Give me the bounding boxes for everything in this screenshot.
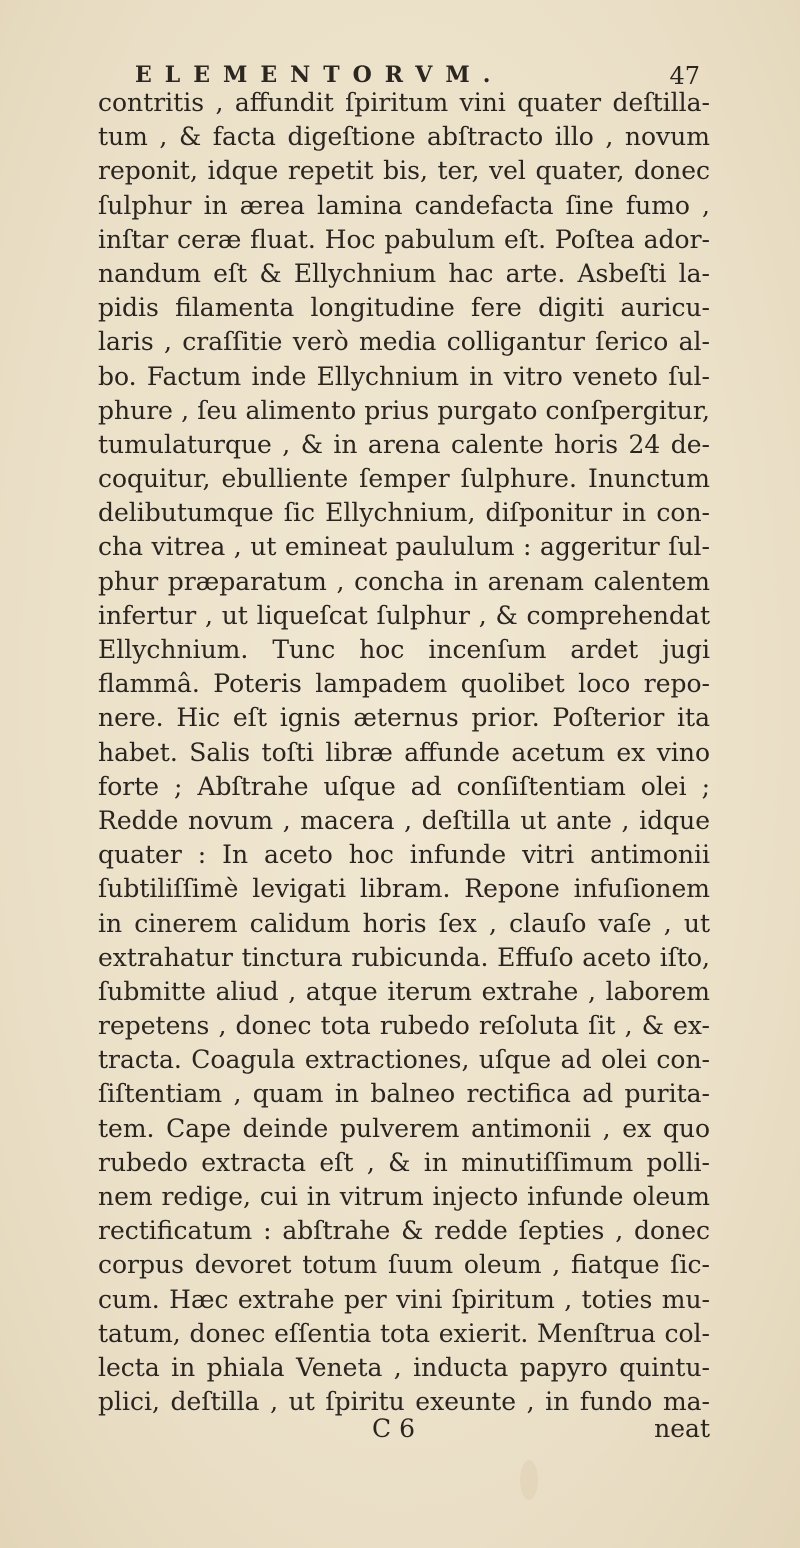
text-line: inſtar ceræ fluat. Hoc pabulum eſt. Poſtea ador- bbox=[98, 224, 710, 254]
text-line: tracta. Coagula extractiones, uſque ad olei con- bbox=[98, 1045, 710, 1075]
text-line: repetens , donec tota rubedo reſoluta ſit , & ex- bbox=[98, 1011, 710, 1041]
page-number: 47 bbox=[669, 62, 700, 90]
text-line: lecta in phiala Veneta , inducta papyro quintu- bbox=[98, 1352, 710, 1382]
text-line: ſulphur in ærea lamina candefacta ſine fumo , bbox=[98, 190, 710, 220]
text-line: extrahatur tinctura rubicunda. Effuſo aceto iſto, bbox=[98, 942, 710, 972]
text-line: plici, deſtilla , ut ſpiritu exeunte , in fundo ma- bbox=[98, 1387, 710, 1417]
text-line: tumulaturque , & in arena calente horis 24 de- bbox=[98, 429, 710, 459]
text-line: reponit, idque repetit bis, ter, vel quater, donec bbox=[98, 156, 710, 186]
text-line: nem redige, cui in vitrum injecto infunde oleum bbox=[98, 1182, 710, 1211]
text-line: in cinerem calidum horis ſex , clauſo vaſe , ut bbox=[98, 908, 710, 938]
text-line: infertur , ut liqueſcat ſulphur , & comprehendat bbox=[98, 600, 710, 630]
text-line: corpus devoret totum ſuum oleum , fiatque ſic- bbox=[98, 1250, 710, 1280]
text-line: ſubmitte aliud , atque iterum extrahe , laborem bbox=[98, 976, 710, 1006]
text-line: Ellychnium. Tunc hoc incenſum ardet jugi bbox=[98, 635, 710, 664]
text-line: Redde novum , macera , deſtilla ut ante , idque bbox=[98, 805, 710, 835]
text-line: pidis filamenta longitudine fere digiti auricu- bbox=[98, 293, 710, 323]
text-line: ſiſtentiam , quam in balneo rectifica ad purita- bbox=[98, 1079, 710, 1109]
running-title: ELEMENTORVM. bbox=[135, 62, 504, 88]
text-line: phur præparatum , concha in arenam calentem bbox=[98, 566, 710, 596]
text-line: ſubtiliſſimè levigati libram. Repone infuſionem bbox=[98, 874, 710, 904]
page-footer bbox=[98, 1414, 710, 1450]
text-line: nandum eſt & Ellychnium hac arte. Asbeſti la- bbox=[98, 258, 710, 288]
text-line: coquitur, ebulliente ſemper ſulphure. Inunctum bbox=[98, 464, 710, 494]
text-line: contritis , affundit ſpiritum vini quater deſtilla- bbox=[98, 88, 710, 117]
text-line: tum , & facta digeſtione abſtracto illo , novum bbox=[98, 122, 710, 152]
text-line: quater : In aceto hoc infunde vitri antimonii bbox=[98, 840, 710, 870]
text-line: forte ; Abſtrahe uſque ad conſiſtentiam olei ; bbox=[98, 771, 710, 801]
paper-stain bbox=[520, 1460, 538, 1500]
text-line: laris , craſſitie verò media colligantur ſerico al- bbox=[98, 327, 710, 357]
text-line: rectificatum : abſtrahe & redde ſepties , donec bbox=[98, 1216, 710, 1246]
text-line: tem. Cape deinde pulverem antimonii , ex quo bbox=[98, 1113, 710, 1143]
text-line: cha vitrea , ut emineat paululum : aggeritur ſul- bbox=[98, 532, 710, 562]
text-line: delibutumque ſic Ellychnium, diſponitur in con- bbox=[98, 498, 710, 528]
body-text bbox=[98, 86, 710, 1419]
text-line: nere. Hic eſt ignis æternus prior. Poſterior ita bbox=[98, 703, 710, 733]
signature-mark: C 6 bbox=[372, 1414, 415, 1443]
text-line: phure , ſeu alimento prius purgato conſpergitur, bbox=[98, 395, 710, 425]
text-line: tatum, donec eſſentia tota exierit. Menſtrua col- bbox=[98, 1318, 710, 1348]
text-line: cum. Hæc extrahe per vini ſpiritum , toties mu- bbox=[98, 1284, 710, 1314]
text-line: rubedo extracta eſt , & in minutiſſimum polli- bbox=[98, 1147, 710, 1177]
catchword: neat bbox=[654, 1414, 710, 1443]
text-line: bo. Factum inde Ellychnium in vitro veneto ſul- bbox=[98, 361, 710, 391]
text-line: flammâ. Poteris lampadem quolibet loco repo- bbox=[98, 669, 710, 699]
text-line: habet. Salis toſti libræ affunde acetum ex vino bbox=[98, 737, 710, 767]
